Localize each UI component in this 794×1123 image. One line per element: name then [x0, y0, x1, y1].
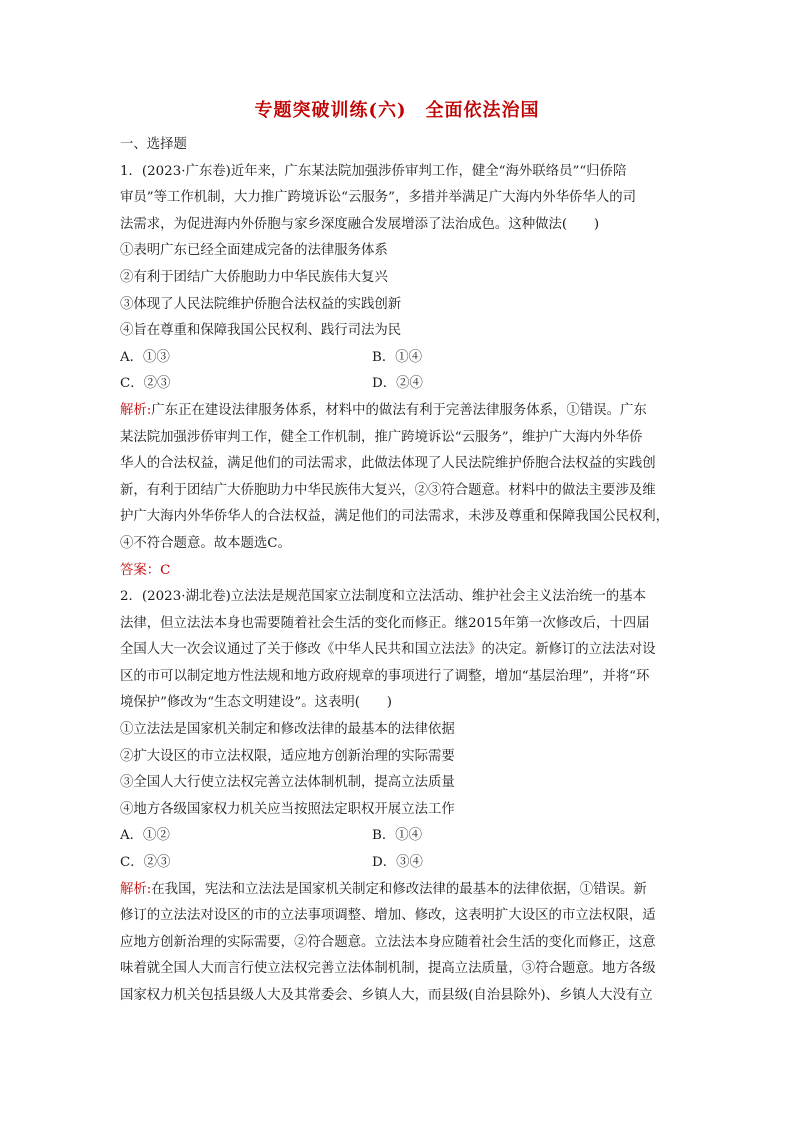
analysis-text: 广东正在建设法律服务体系，材料中的做法有利于完善法律服务体系，①错误。广东 — [151, 402, 647, 418]
choice-statement: ④旨在尊重和保障我国公民权利、践行司法为民 — [120, 323, 402, 339]
analysis-line — [120, 877, 680, 904]
analysis-text: 在我国，宪法和立法法是国家机关制定和修改法律的最基本的法律依据，①错误。新 — [151, 881, 647, 897]
analysis-label: 解析: — [120, 402, 152, 418]
option-c: C．②③ — [120, 376, 171, 392]
analysis-line: 华人的合法权益，满足他们的司法需求，此做法体现了人民法院维护侨胞合法权益的实践创 — [120, 456, 656, 472]
option-d: D．②④ — [372, 376, 423, 392]
analysis-line: 修订的立法法对设区的市的立法事项调整、增加、修改，这表明扩大设区的市立法权限，适 — [120, 908, 656, 924]
question-stem-line: 全国人大一次会议通过了关于修改《中华人民共和国立法法》的决定。新修订的立法法对设 — [120, 642, 656, 658]
question-2 — [120, 584, 680, 1010]
options-row — [120, 850, 680, 877]
choice-statement: ②扩大设区的市立法权限，适应地方创新治理的实际需要 — [120, 748, 455, 764]
options-row — [120, 345, 680, 372]
analysis-line: 国家权力机关包括县级人大及其常委会、乡镇人大，而县级(自治县除外)、乡镇人大没有立 — [120, 988, 653, 1003]
option-d: D．③④ — [372, 855, 423, 871]
question-stem-line: 1．(2023·广东卷)近年来，广东某法院加强涉侨审判工作，健全“海外联络员”“归侨陪 — [120, 163, 627, 179]
choice-statement: ②有利于团结广大侨胞助力中华民族伟大复兴 — [120, 269, 388, 285]
analysis-label: 解析: — [120, 881, 152, 897]
option-b: B．①④ — [372, 828, 423, 844]
page-title: 专题突破训练(六) 全面依法治国 — [254, 100, 540, 121]
options-row — [120, 371, 680, 398]
choice-statement: ③全国人大行使立法权完善立法体制机制，提高立法质量 — [120, 775, 455, 791]
section-heading: 一、选择题 — [120, 137, 187, 152]
question-stem-line: 区的市可以制定地方性法规和地方政府规章的事项进行了调整，增加“基层治理”，并将“环 — [120, 668, 650, 684]
question-stem-line: 法需求，为促进海内外侨胞与家乡深度融合发展增添了法治成色。这种做法( ) — [120, 216, 600, 232]
analysis-line: 某法院加强涉侨审判工作，健全工作机制，推广跨境诉讼“云服务”，维护广大海内外华侨 — [120, 429, 643, 445]
analysis-line: 应地方创新治理的实际需要，②符合题意。立法法本身应随着社会生活的变化而修正，这意 — [120, 934, 656, 950]
option-a: A．①③ — [120, 349, 170, 365]
choice-statement: ①立法法是国家机关制定和修改法律的最基本的法律依据 — [120, 722, 455, 738]
choice-statement: ①表明广东已经全面建成完备的法律服务体系 — [120, 243, 388, 259]
question-stem-line: 2．(2023·湖北卷)立法法是规范国家立法制度和立法活动、维护社会主义法治统一的基本 — [120, 589, 646, 605]
analysis-line: ④不符合题意。故本题选C。 — [120, 535, 291, 551]
option-a: A．①② — [120, 828, 170, 844]
choice-statement: ④地方各级国家权力机关应当按照法定职权开展立法工作 — [120, 801, 455, 817]
choice-statement: ③体现了人民法院维护侨胞合法权益的实践创新 — [120, 296, 402, 312]
content-body — [120, 132, 680, 1010]
options-row — [120, 823, 680, 850]
answer: 答案：C — [120, 562, 171, 578]
option-c: C．②③ — [120, 855, 171, 871]
analysis-line: 味着就全国人大而言行使立法权完善立法体制机制，提高立法质量，③符合题意。地方各级 — [120, 961, 656, 977]
question-stem-line: 法律，但立法法本身也需要随着社会生活的变化而修正。继2015年第一次修改后，十四届 — [120, 615, 650, 631]
question-1 — [120, 159, 680, 585]
question-stem-line: 境保护”修改为“生态文明建设”。这表明( ) — [120, 695, 393, 711]
question-stem-line: 审员”等工作机制，大力推广跨境诉讼“云服务”，多措并举满足广大海内外华侨华人的司 — [120, 190, 636, 206]
analysis-line: 护广大海内外华侨华人的合法权益，满足他们的司法需求，未涉及尊重和保障我国公民权利， — [120, 509, 670, 525]
option-b: B．①④ — [372, 349, 423, 365]
analysis-line — [120, 398, 680, 425]
analysis-line: 新，有利于团结广大侨胞助力中华民族伟大复兴，②③符合题意。材料中的做法主要涉及维 — [120, 482, 656, 498]
